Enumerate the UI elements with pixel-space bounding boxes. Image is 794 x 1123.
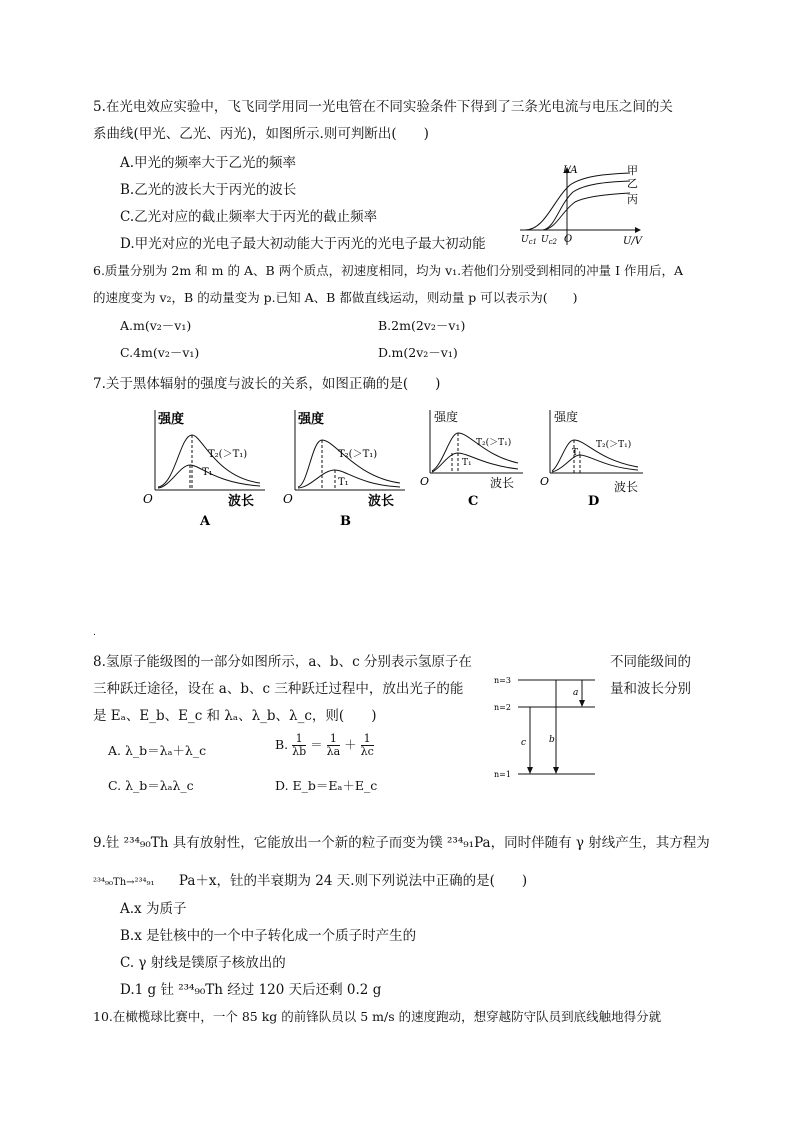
svg-text:T₁: T₁	[202, 467, 213, 478]
q10-line1: 10.在橄榄球比赛中，一个 85 kg 的前锋队员以 5 m/s 的速度跑动，想穿越防守队员到底线触地得分就	[93, 1009, 662, 1024]
q8-option-c: C. λ_b＝λₐλ_c	[108, 778, 194, 793]
stray-dot: .	[93, 628, 96, 638]
q7-graph-b	[280, 405, 410, 530]
q8-line3: 是 Eₐ、E_b、E_c 和 λₐ、λ_b、λ_c，则( )	[93, 708, 377, 724]
q8-option-b: B. $\frac{1}{\lambda b}$ ＝ $\frac{1}{\lambda a}$ ＋ $\frac{1}{\lambda c}$	[275, 732, 374, 758]
q6-option-a: A.m(v₂－v₁)	[120, 318, 192, 333]
svg-text:n=2: n=2	[494, 703, 511, 712]
q5-origin: O	[564, 234, 573, 245]
svg-text:波长: 波长	[228, 494, 255, 509]
svg-text:波长: 波长	[614, 480, 639, 494]
q5-option-b: B.乙光的波长大于丙光的波长	[120, 182, 297, 198]
q9-option-c: C. γ 射线是镤原子核放出的	[120, 955, 286, 971]
q6-option-b: B.2m(2v₂－v₁)	[378, 318, 466, 333]
svg-text:a: a	[573, 688, 579, 698]
svg-text:波长: 波长	[490, 476, 515, 490]
q8-line2b: 量和波长分别	[610, 681, 691, 697]
svg-text:T₂(＞T₁): T₂(＞T₁)	[208, 449, 248, 460]
svg-text:O: O	[540, 475, 550, 488]
svg-text:O: O	[143, 492, 153, 506]
q5-option-a: A.甲光的频率大于乙光的频率	[120, 155, 297, 171]
q6-option-c: C.4m(v₂－v₁)	[120, 345, 200, 360]
q6-option-d: D.m(2v₂－v₁)	[378, 345, 458, 360]
svg-text:T₁: T₁	[338, 477, 349, 488]
q8-option-d: D. E_b＝Eₐ＋E_c	[275, 778, 378, 793]
q8-energy-level-diagram	[490, 670, 610, 785]
q5-uc2: $U_{c2}$	[541, 235, 557, 246]
svg-text:T₂(＞T₁): T₂(＞T₁)	[338, 449, 378, 460]
q7-graph-a	[140, 405, 270, 530]
q6-stem-line2: 的速度变为 v₂，B 的动量变为 p.已知 A、B 都做直线运动，则动量 p 可以表示为( )	[93, 290, 578, 305]
svg-text:强度: 强度	[554, 410, 579, 424]
q9-option-b: B.x 是钍核中的一个中子转化成一个质子时产生的	[120, 928, 417, 944]
svg-text:D: D	[588, 494, 600, 509]
q8-line2a: 三种跃迁途径，设在 a、b、c 三种跃迁过程中，放出光子的能	[93, 681, 464, 697]
svg-text:C: C	[468, 494, 479, 509]
svg-text:n=3: n=3	[494, 676, 511, 685]
q5-ylabel: I/A	[563, 165, 578, 176]
svg-text:n=1: n=1	[494, 770, 511, 779]
svg-text:T₂(＞T₁): T₂(＞T₁)	[476, 438, 512, 448]
svg-text:O: O	[283, 492, 293, 506]
q9-line2: ²³⁴₉₀Th→²³⁴₉₁ Pa＋x，钍的半衰期为 24 天.则下列说法中正确的是( )	[93, 873, 528, 889]
svg-text:A: A	[200, 514, 211, 529]
svg-text:O: O	[420, 475, 430, 488]
q9-option-d: D.1 g 钍 ²³⁴₉₀Th 经过 120 天后还剩 0.2 g	[120, 982, 382, 998]
q5-stem-line2: 系曲线(甲光、乙光、丙光)，如图所示.则可判断出( )	[93, 126, 429, 142]
q7-graph-c	[418, 405, 528, 510]
q9-option-a: A.x 为质子	[120, 901, 187, 917]
q7-graph-d	[538, 405, 648, 510]
q7-stem: 7.关于黑体辐射的强度与波长的关系，如图正确的是( )	[93, 376, 441, 392]
svg-text:强度: 强度	[434, 410, 459, 424]
svg-text:波长: 波长	[368, 494, 395, 509]
q5-stem-line1: 5.在光电效应实验中，飞飞同学用同一光电管在不同实验条件下得到了三条光电流与电压之间的关	[93, 99, 673, 115]
q5-label-bing: 丙	[627, 193, 638, 206]
svg-text:强度: 强度	[158, 412, 185, 427]
q5-xlabel: U/V	[623, 236, 643, 247]
svg-text:B: B	[340, 514, 351, 529]
q9-line1: 9.钍 ²³⁴₉₀Th 具有放射性，它能放出一个新的粒子而变为镤 ²³⁴₉₁Pa，同时伴随有 γ 射线产生，其方程为	[93, 835, 710, 851]
svg-text:T₁: T₁	[572, 448, 582, 458]
q5-iu-graph	[515, 160, 645, 250]
q5-option-d: D.甲光对应的光电子最大初动能大于丙光的光电子最大初动能	[120, 236, 486, 252]
svg-text:T₂(＞T₁): T₂(＞T₁)	[596, 440, 632, 450]
svg-text:b: b	[549, 735, 555, 745]
q5-curve-bing	[543, 193, 630, 230]
svg-text:T₁: T₁	[462, 458, 472, 468]
svg-text:强度: 强度	[298, 412, 325, 427]
q8-line1a: 8.氢原子能级图的一部分如图所示，a、b、c 分别表示氢原子在	[93, 654, 472, 670]
q5-uc1: $U_{c1}$	[521, 235, 537, 246]
q8-option-a: A. λ_b＝λₐ＋λ_c	[108, 743, 207, 758]
q5-label-yi: 乙	[627, 177, 638, 190]
svg-text:c: c	[521, 738, 527, 748]
q8-line1b: 不同能级间的	[610, 654, 691, 670]
q5-option-c: C.乙光对应的截止频率大于丙光的截止频率	[120, 209, 378, 225]
q5-label-jia: 甲	[627, 164, 638, 177]
q6-stem-line1: 6.质量分别为 2m 和 m 的 A、B 两个质点，初速度相同，均为 v₁.若他们分别受到相同的冲量 I 作用后，A	[93, 263, 684, 278]
